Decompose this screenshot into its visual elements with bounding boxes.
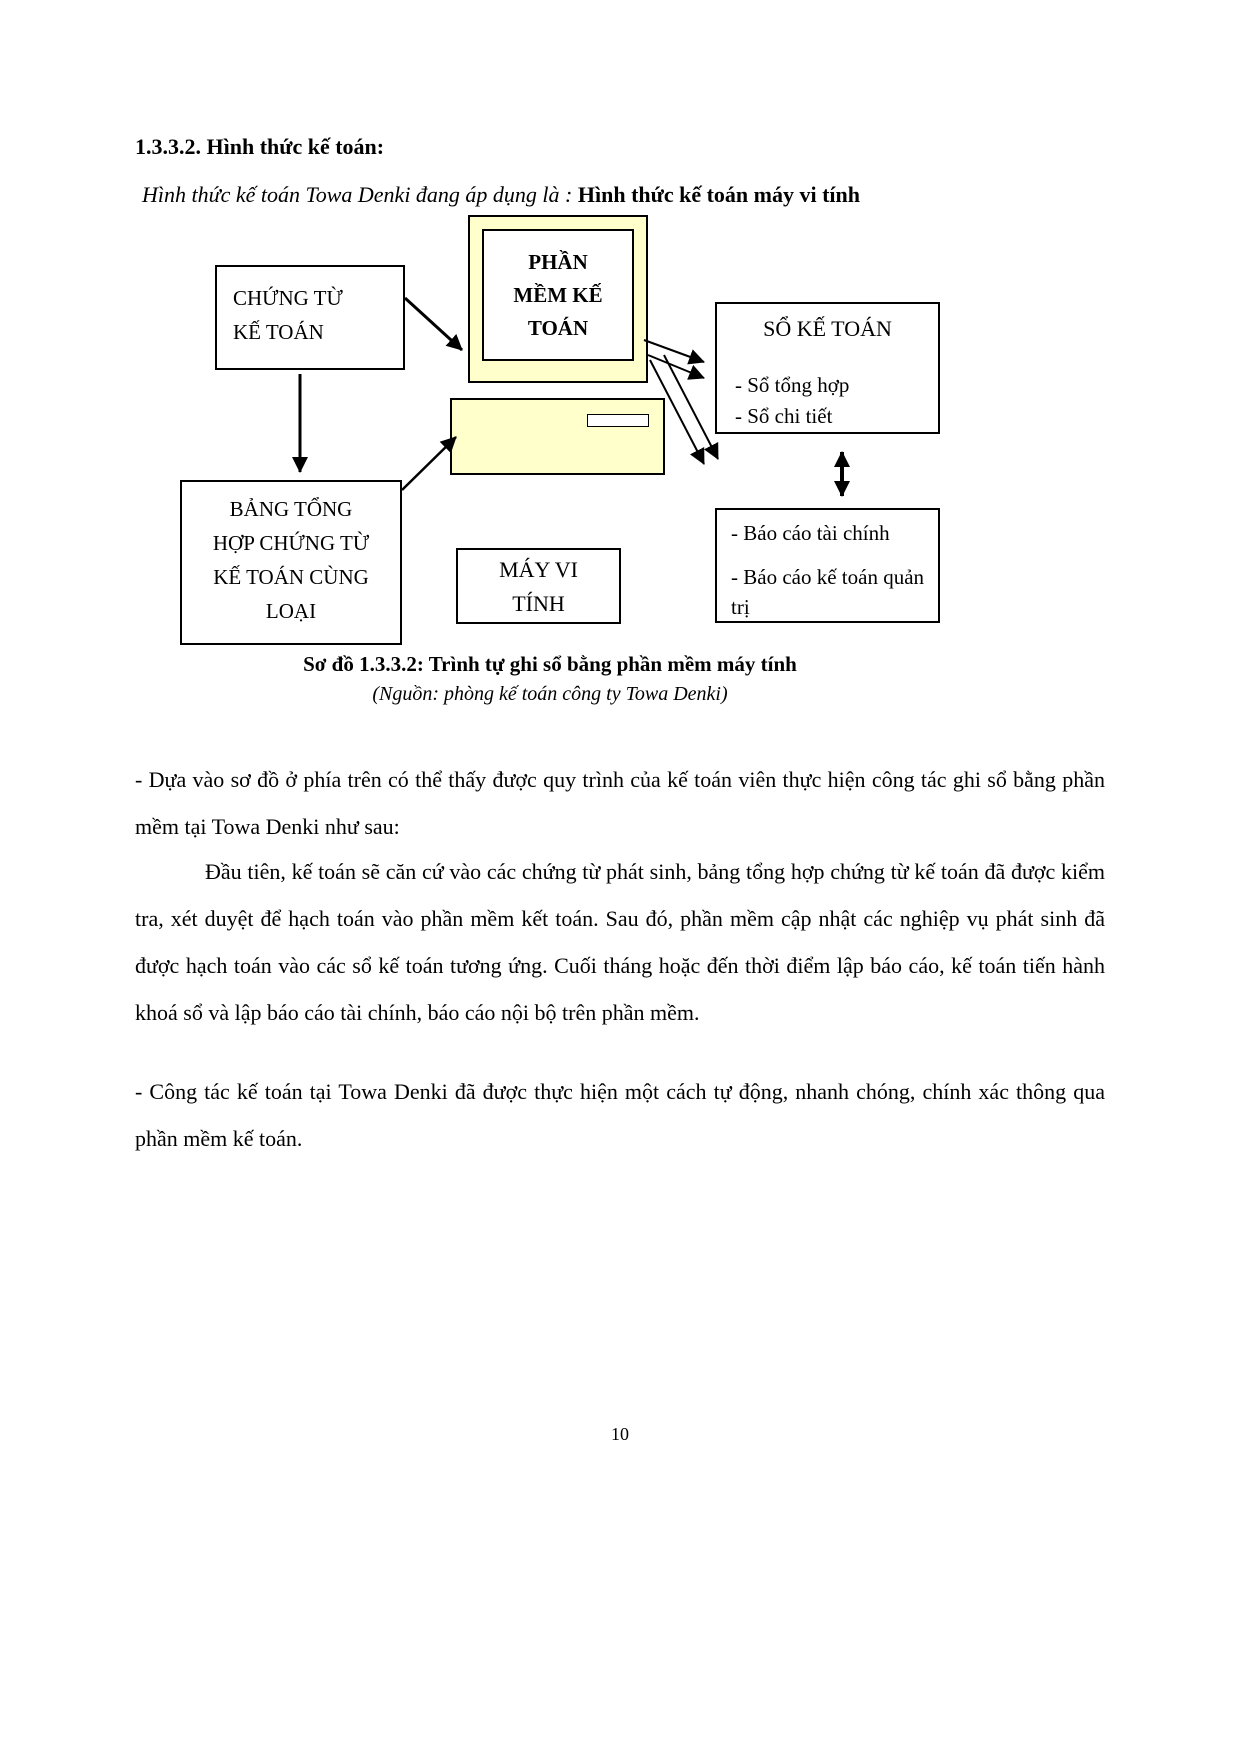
arrow-bangtong-to-computer bbox=[402, 437, 456, 490]
box-line: - Sổ chi tiết bbox=[735, 404, 833, 428]
box-line: - Sổ tổng hợp bbox=[735, 373, 850, 397]
figure-caption bbox=[135, 652, 965, 706]
caption-source: (Nguồn: phòng kế toán công ty Towa Denki) bbox=[372, 683, 728, 705]
box-title: SỔ KẾ TOÁN bbox=[763, 316, 892, 341]
paragraph-1: - Dựa vào sơ đồ ở phía trên có thể thấy được quy trình của kế toán viên thực hiện công tác ghi sổ bằng phần mềm tại Towa Denki như sau: bbox=[135, 767, 1105, 839]
paragraph-3: - Công tác kế toán tại Towa Denki đã được thực hiện một cách tự động, nhanh chóng, chính xác thông qua phần mềm kế toán. bbox=[135, 1079, 1105, 1151]
box-line: LOẠI bbox=[265, 599, 317, 623]
box-line: TÍNH bbox=[512, 591, 565, 616]
arrow-chungtu-to-monitor bbox=[405, 298, 462, 350]
box-bao-cao bbox=[715, 508, 940, 623]
arrow-monitor-to-soketoan-2 bbox=[648, 355, 704, 378]
monitor-screen-phan-mem-ke-toan bbox=[482, 229, 634, 361]
box-line: BẢNG TỔNG bbox=[229, 497, 353, 521]
box-bang-tong-hop bbox=[180, 480, 402, 645]
box-line: MỀM KẾ bbox=[513, 283, 603, 307]
intro-line bbox=[142, 182, 860, 208]
box-line: PHẦN bbox=[528, 250, 588, 274]
box-chung-tu-ke-toan bbox=[215, 265, 405, 370]
section-heading: 1.3.3.2. Hình thức kế toán: bbox=[135, 134, 385, 159]
box-line: KẾ TOÁN CÙNG bbox=[213, 565, 369, 589]
arrow-monitor-to-soketoan-1 bbox=[644, 340, 704, 362]
page-number: 10 bbox=[611, 1424, 629, 1444]
box-line: MÁY VI bbox=[499, 557, 578, 582]
box-line: HỢP CHỨNG TỪ bbox=[212, 531, 370, 555]
box-line: KẾ TOÁN bbox=[233, 320, 324, 344]
box-line: CHỨNG TỪ bbox=[233, 286, 343, 310]
arrow-monitor-to-baocao-2 bbox=[664, 355, 718, 459]
box-may-vi-tinh bbox=[456, 548, 621, 624]
intro-bold-text: Hình thức kế toán máy vi tính bbox=[577, 182, 861, 207]
caption-title: Sơ đồ 1.3.3.2: Trình tự ghi sổ bằng phần mềm máy tính bbox=[303, 652, 797, 676]
box-line: - Báo cáo tài chính bbox=[731, 521, 890, 545]
box-line: - Báo cáo kế toán quản trị bbox=[731, 565, 925, 619]
box-line: TOÁN bbox=[527, 316, 589, 340]
paragraph-2: Đầu tiên, kế toán sẽ căn cứ vào các chứng từ phát sinh, bảng tổng hợp chứng từ kế toán đã được kiểm tra, xét duyệt để hạch toán vào phần mềm kết toán. Sau đó, phần mềm cập nhật các nghiệp vụ phát sinh đã được hạch toán vào các sổ kế toán tương ứng. Cuối tháng hoặc đến thời điểm lập báo cáo, kế toán tiến hành khoá sổ và lập báo cáo tài chính, báo cáo nội bộ trên phần mềm. bbox=[135, 859, 1105, 1025]
box-so-ke-toan bbox=[715, 302, 940, 434]
intro-italic-text: Hình thức kế toán Towa Denki đang áp dụng là : bbox=[142, 182, 578, 207]
computer-monitor bbox=[468, 215, 648, 383]
disk-slot bbox=[587, 414, 649, 427]
computer-base bbox=[450, 398, 665, 475]
